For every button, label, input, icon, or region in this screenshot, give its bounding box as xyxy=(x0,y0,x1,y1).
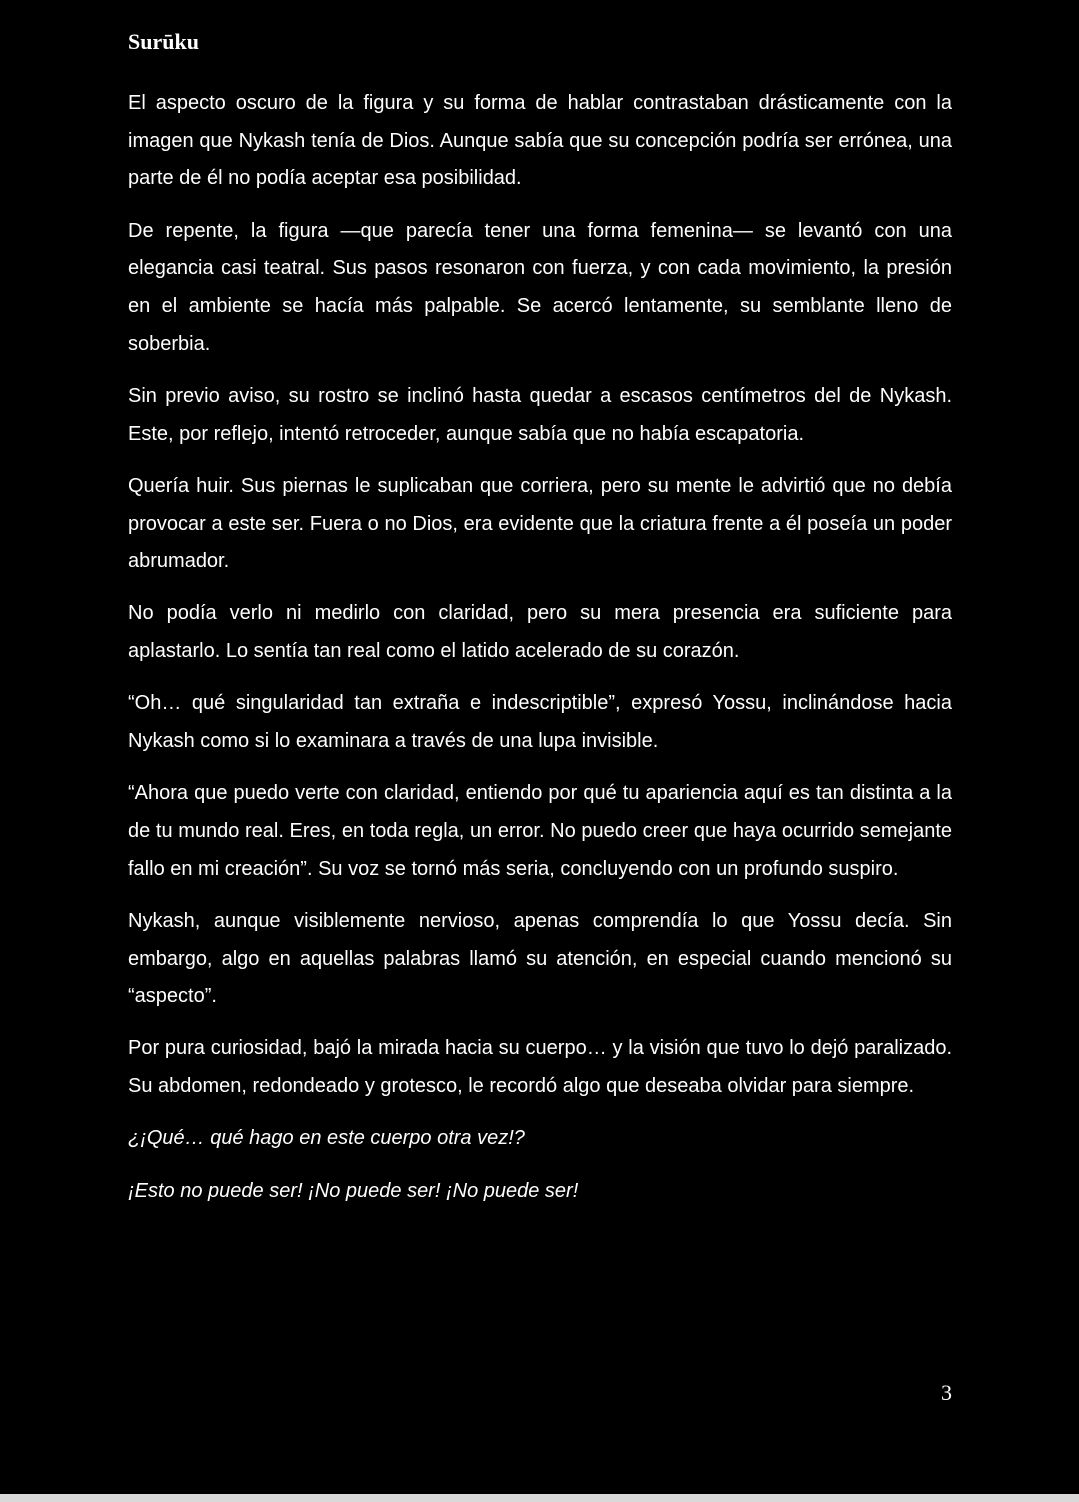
paragraph: Sin previo aviso, su rostro se inclinó hasta quedar a escasos centímetros del de Nykash. Este, por reflejo, intentó retroceder, aunque sabía que no había escapatoria. xyxy=(128,384,952,445)
paragraph: Por pura curiosidad, bajó la mirada hacia su cuerpo… y la visión que tuvo lo dejó paralizado. Su abdomen, redondeado y grotesco, le recordó algo que deseaba olvidar para siempre. xyxy=(128,1037,952,1098)
paragraph: Nykash, aunque visiblemente nervioso, apenas comprendía lo que Yossu decía. Sin embargo, algo en aquellas palabras llamó su atención, en especial cuando mencionó su “aspecto”. xyxy=(128,909,952,1008)
italic-thought-paragraph: ¡Esto no puede ser! ¡No puede ser! ¡No puede ser! xyxy=(128,1179,579,1202)
page-bottom-edge xyxy=(0,1494,1079,1502)
paragraph: No podía verlo ni medirlo con claridad, pero su mera presencia era suficiente para aplastarlo. Lo sentía tan real como el latido acelerado de su corazón. xyxy=(128,602,952,663)
italic-thought-paragraph: ¿¡Qué… qué hago en este cuerpo otra vez!? xyxy=(128,1127,525,1150)
paragraph: “Ahora que puedo verte con claridad, entiendo por qué tu apariencia aquí es tan distinta a la de tu mundo real. Eres, en toda regla, un error. No puedo creer que haya ocurrido semejante fallo en mi creación”. Su voz se tornó más seria, concluyendo con un profundo suspiro. xyxy=(128,782,952,880)
page-body-text xyxy=(128,85,952,1225)
running-header-title: Surūku xyxy=(128,29,199,54)
page-number: 3 xyxy=(941,1380,952,1405)
paragraph: El aspecto oscuro de la figura y su forma de hablar contrastaban drásticamente con la imagen que Nykash tenía de Dios. Aunque sabía que su concepción podría ser errónea, una parte de él no podía aceptar esa posibilidad. xyxy=(128,92,952,190)
paragraph: Quería huir. Sus piernas le suplicaban que corriera, pero su mente le advirtió que no debía provocar a este ser. Fuera o no Dios, era evidente que la criatura frente a él poseía un poder abrumador. xyxy=(128,474,952,573)
paragraph: “Oh… qué singularidad tan extraña e indescriptible”, expresó Yossu, inclinándose hacia Nykash como si lo examinara a través de una lupa invisible. xyxy=(128,692,952,753)
paragraph: De repente, la figura —que parecía tener una forma femenina— se levantó con una elegancia casi teatral. Sus pasos resonaron con fuerza, y con cada movimiento, la presión en el ambiente se hacía más palpable. Se acercó lentamente, su semblante lleno de soberbia. xyxy=(128,219,952,355)
